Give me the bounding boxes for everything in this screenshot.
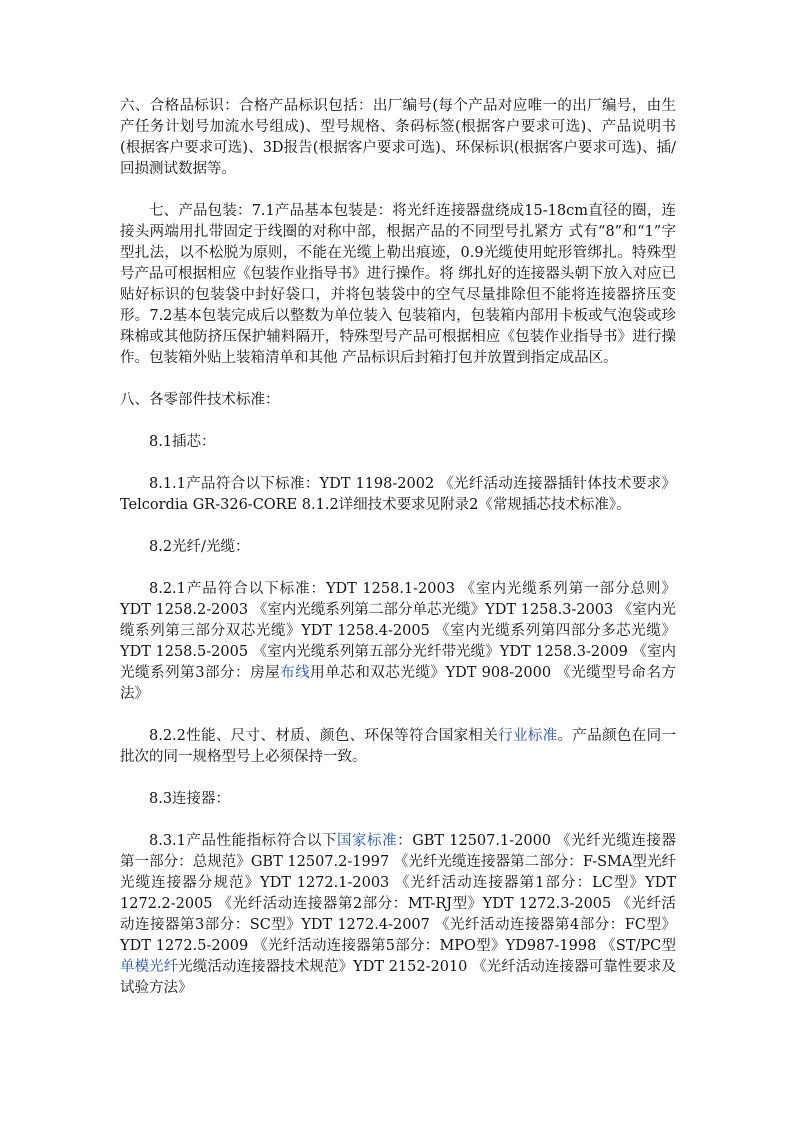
section-8-3-1-text-c: 光缆活动连接器技术规范》YDT 2152-2010 《光纤活动连接器可靠性要求及试验方法》 — [120, 959, 677, 996]
section-8-2-2-text-a: 8.2.2性能、尺寸、材质、颜色、环保等符合国家相关 — [149, 728, 499, 744]
section-8-3-heading: 8.3连接器： — [149, 791, 231, 807]
section-8-1-heading: 8.1插芯： — [149, 434, 216, 450]
link-single-mode-fiber[interactable]: 单模光纤 — [120, 959, 179, 975]
section-8-2-1-text-b: 用单芯和双芯光缆》YDT 908-2000 《光缆型号命名方法》 — [120, 665, 676, 702]
section-8-2-2-paragraph — [120, 726, 676, 768]
link-wiring[interactable]: 布线 — [280, 665, 311, 681]
link-industry-standard[interactable]: 行业标准 — [498, 728, 558, 744]
section-7-paragraph: 七、产品包装：7.1产品基本包装是：将光纤连接器盘绕成15-18cm直径的圈，连接头两端用扎带固定于线圈的对称中部，根据产品的不同型号扎紧方 式有“8”和“1”字型扎法，以不松脱为原则，不能在光缆上勒出痕迹，0.9光缆使用蛇形管绑扎。特殊型号产品可根据相应《包装作业指导书》进行操作。将 绑扎好的连接器头朝下放入对应已贴好标识的包装袋中封好袋口，并将包装袋中的空气尽量排除但不能将连接器挤压变形。7.2基本包装完成后以整数为单位装入 包装箱内，包装箱内部用卡板或气泡袋或珍珠棉或其他防挤压保护辅料隔开，特殊型号产品可根据相应《包装作业指导书》进行操作。包装箱外贴上装箱清单和其他 产品标识后封箱打包并放置到指定成品区。 — [120, 203, 676, 366]
document-body — [120, 96, 676, 1020]
link-national-standard[interactable]: 国家标准 — [336, 833, 398, 849]
section-8-3-1-text-b: ：GBT 12507.1-2000 《光纤光缆连接器第一部分：总规范》GBT 12507.2-1997 《光纤光缆连接器第二部分：F-SMA型光纤光缆连接器分规范》YDT 1272.1-2003 《光纤活动连接器第1部分：LC型》YDT 1272.2-2005 《光纤活动连接器第2部分：MT-RJ型》YDT 1272.3-2005 《光纤活动连接器第3部分：SC型》YDT 1272.4-2007 《光纤活动连接器第4部分：FC型》YDT 1272.5-2009 《光纤活动连接器第5部分：MPO型》YD987-1998 《ST/PC型 — [120, 833, 677, 954]
section-8-2-1-paragraph — [120, 579, 676, 705]
section-8-3-1-text-a: 8.3.1产品性能指标符合以下 — [149, 833, 337, 849]
section-8-2-1-text-a: 8.2.1产品符合以下标准：YDT 1258.1-2003 《室内光缆系列第一部分总则》YDT 1258.2-2003 《室内光缆系列第二部分单芯光缆》YDT 1258.3-2003 《室内光缆系列第三部分双芯光缆》YDT 1258.4-2005 《室内光缆系列第四部分多芯光缆》YDT 1258.5-2005 《室内光缆系列第五部分光纤带光缆》YDT 1258.3-2009 《室内光缆系列第3部分：房屋 — [120, 581, 676, 681]
section-8-1-1-paragraph: 8.1.1产品符合以下标准：YDT 1198-2002 《光纤活动连接器插针体技术要求》Telcordia GR-326-CORE 8.1.2详细技术要求见附录2《常规插芯技术标准》。 — [120, 476, 676, 513]
section-8-2-2-text-b: 。产品颜色在同一批次的同一规格型号上必须保持一致。 — [120, 728, 676, 765]
section-8-heading: 八、各零部件技术标准： — [120, 392, 280, 408]
section-8-2-heading: 8.2光纤/光缆： — [149, 539, 250, 555]
section-6-paragraph: 六、合格品标识：合格产品标识包括：出厂编号(每个产品对应唯一的出厂编号，由生产任务计划号加流水号组成)、型号规格、条码标签(根据客户要求可选)、产品说明书(根据客户要求可选)、3D报告(根据客户要求可选)、环保标识(根据客户要求可选)、插/回损测试数据等。 — [120, 98, 676, 177]
section-8-3-1-paragraph — [120, 831, 676, 999]
